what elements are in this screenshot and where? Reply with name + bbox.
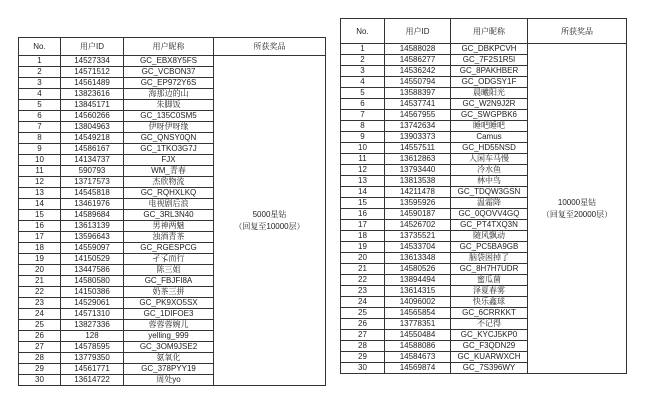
row-no: 11 bbox=[341, 154, 385, 165]
user-id: 128 bbox=[61, 331, 124, 342]
row-no: 24 bbox=[19, 309, 61, 320]
user-id: 13614722 bbox=[61, 375, 124, 386]
user-id: 13804963 bbox=[61, 122, 124, 133]
user-id: 14567955 bbox=[385, 110, 451, 121]
user-id: 13461976 bbox=[61, 199, 124, 210]
nickname: GC_8PAKHBER bbox=[451, 66, 528, 77]
user-id: 14561489 bbox=[61, 78, 124, 89]
user-id: 13845171 bbox=[61, 100, 124, 111]
nickname: GC_7S396WY bbox=[451, 363, 528, 374]
user-id: 14549218 bbox=[61, 133, 124, 144]
nickname: GC_RGESPCG bbox=[124, 243, 214, 254]
user-id: 14571512 bbox=[61, 67, 124, 78]
header-no: No. bbox=[19, 38, 61, 56]
row-no: 21 bbox=[19, 276, 61, 287]
nickname: GC_7F2S1R5I bbox=[451, 55, 528, 66]
header-no: No. bbox=[341, 19, 385, 44]
row-no: 29 bbox=[19, 364, 61, 375]
nickname: GC_PT4TXQ3N bbox=[451, 220, 528, 231]
row-no: 15 bbox=[341, 198, 385, 209]
nickname: GC_PC5BA9GB bbox=[451, 242, 528, 253]
nickname: 冷水鱼 bbox=[451, 165, 528, 176]
row-no: 13 bbox=[19, 188, 61, 199]
row-no: 1 bbox=[341, 44, 385, 55]
nickname: 杰欣物流 bbox=[124, 177, 214, 188]
nickname: GC_135C0SM5 bbox=[124, 111, 214, 122]
user-id: 14536242 bbox=[385, 66, 451, 77]
user-id: 14588086 bbox=[385, 341, 451, 352]
user-id: 13903373 bbox=[385, 132, 451, 143]
nickname: 电视剧后浪 bbox=[124, 199, 214, 210]
user-id: 13614315 bbox=[385, 286, 451, 297]
row-no: 8 bbox=[19, 133, 61, 144]
nickname: 随风飘动 bbox=[451, 231, 528, 242]
nickname: GC_DBKPCVH bbox=[451, 44, 528, 55]
row-no: 14 bbox=[19, 199, 61, 210]
nickname: 氨氧化 bbox=[124, 353, 214, 364]
nickname: 不记得 bbox=[451, 319, 528, 330]
user-id: 14565854 bbox=[385, 308, 451, 319]
nickname: 海那边的山 bbox=[124, 89, 214, 100]
nickname: GC_HD55NSD bbox=[451, 143, 528, 154]
nickname: GC_TDQW3GSN bbox=[451, 187, 528, 198]
user-id: 14550794 bbox=[385, 77, 451, 88]
row-no: 15 bbox=[19, 210, 61, 221]
row-no: 9 bbox=[341, 132, 385, 143]
row-no: 6 bbox=[341, 99, 385, 110]
nickname: yelling_999 bbox=[124, 331, 214, 342]
row-no: 30 bbox=[341, 363, 385, 374]
user-id: 14150386 bbox=[61, 287, 124, 298]
row-no: 11 bbox=[19, 166, 61, 177]
nickname: 奶茶三拼 bbox=[124, 287, 214, 298]
nickname: GC_F3QDN29 bbox=[451, 341, 528, 352]
row-no: 3 bbox=[341, 66, 385, 77]
nickname: 浊酒青茶 bbox=[124, 232, 214, 243]
user-id: 14586167 bbox=[61, 144, 124, 155]
winners-table-10000 bbox=[340, 18, 627, 374]
user-id: 13793440 bbox=[385, 165, 451, 176]
header-nickname: 用户昵称 bbox=[451, 19, 528, 44]
row-no: 16 bbox=[19, 221, 61, 232]
prize-amount: 5000星钻 bbox=[252, 209, 287, 219]
row-no: 18 bbox=[19, 243, 61, 254]
row-no: 7 bbox=[19, 122, 61, 133]
nickname: 泽夏春雾 bbox=[451, 286, 528, 297]
row-no: 22 bbox=[341, 275, 385, 286]
row-no: 3 bbox=[19, 78, 61, 89]
user-id: 13827336 bbox=[61, 320, 124, 331]
nickname: GC_VCBON37 bbox=[124, 67, 214, 78]
user-id: 14550484 bbox=[385, 330, 451, 341]
nickname: WM_青春 bbox=[124, 166, 214, 177]
user-id: 14560266 bbox=[61, 111, 124, 122]
row-no: 27 bbox=[341, 330, 385, 341]
row-no: 7 bbox=[341, 110, 385, 121]
user-id: 14569874 bbox=[385, 363, 451, 374]
user-id: 13596643 bbox=[61, 232, 124, 243]
user-id: 13742634 bbox=[385, 121, 451, 132]
nickname: 陈三姐 bbox=[124, 265, 214, 276]
row-no: 12 bbox=[341, 165, 385, 176]
row-no: 10 bbox=[341, 143, 385, 154]
user-id: 14526702 bbox=[385, 220, 451, 231]
user-id: 14586277 bbox=[385, 55, 451, 66]
user-id: 14134737 bbox=[61, 155, 124, 166]
row-no: 14 bbox=[341, 187, 385, 198]
nickname: GC_RQHXLKQ bbox=[124, 188, 214, 199]
row-no: 16 bbox=[341, 209, 385, 220]
user-id: 13735521 bbox=[385, 231, 451, 242]
user-id: 14590187 bbox=[385, 209, 451, 220]
row-no: 6 bbox=[19, 111, 61, 122]
user-id: 14571310 bbox=[61, 309, 124, 320]
nickname: 蓉蓉蓉婉儿 bbox=[124, 320, 214, 331]
user-id: 13813538 bbox=[385, 176, 451, 187]
row-no: 10 bbox=[19, 155, 61, 166]
user-id: 14557511 bbox=[385, 143, 451, 154]
table-header-row bbox=[19, 38, 326, 56]
user-id: 13894494 bbox=[385, 275, 451, 286]
header-prize: 所获奖品 bbox=[214, 38, 326, 56]
row-no: 4 bbox=[341, 77, 385, 88]
row-no: 20 bbox=[19, 265, 61, 276]
nickname: 男神两魅 bbox=[124, 221, 214, 232]
nickname: 温霜降 bbox=[451, 198, 528, 209]
row-no: 25 bbox=[341, 308, 385, 319]
table-row bbox=[19, 56, 326, 67]
nickname: 快乐鑫球 bbox=[451, 297, 528, 308]
row-no: 8 bbox=[341, 121, 385, 132]
user-id: 13588397 bbox=[385, 88, 451, 99]
user-id: 13612863 bbox=[385, 154, 451, 165]
user-id: 13779350 bbox=[61, 353, 124, 364]
user-id: 13613139 bbox=[61, 221, 124, 232]
row-no: 26 bbox=[341, 319, 385, 330]
nickname: GC_ODGSY1F bbox=[451, 77, 528, 88]
user-id: 13778351 bbox=[385, 319, 451, 330]
nickname: GC_3RL3N40 bbox=[124, 210, 214, 221]
nickname: GC_8H7H7UDR bbox=[451, 264, 528, 275]
user-id: 14559097 bbox=[61, 243, 124, 254]
user-id: 13447586 bbox=[61, 265, 124, 276]
nickname: GC_EBX8Y5FS bbox=[124, 56, 214, 67]
prize-condition: （回复至20000层） bbox=[541, 209, 613, 219]
row-no: 22 bbox=[19, 287, 61, 298]
user-id: 14211478 bbox=[385, 187, 451, 198]
nickname: 睡吧睡吧 bbox=[451, 121, 528, 132]
row-no: 29 bbox=[341, 352, 385, 363]
header-prize: 所获奖品 bbox=[528, 19, 627, 44]
user-id: 14529061 bbox=[61, 298, 124, 309]
row-no: 30 bbox=[19, 375, 61, 386]
nickname: 晨曦阳光 bbox=[451, 88, 528, 99]
user-id: 590793 bbox=[61, 166, 124, 177]
row-no: 1 bbox=[19, 56, 61, 67]
user-id: 13613348 bbox=[385, 253, 451, 264]
nickname: 脑袋困掉了 bbox=[451, 253, 528, 264]
nickname: GC_KYCJ5KP0 bbox=[451, 330, 528, 341]
nickname: 伊呀伊呀缘 bbox=[124, 122, 214, 133]
nickname: Camus bbox=[451, 132, 528, 143]
prize-cell bbox=[528, 44, 627, 374]
row-no: 28 bbox=[19, 353, 61, 364]
nickname: 人闲车马慢 bbox=[451, 154, 528, 165]
nickname: GC_378PYY19 bbox=[124, 364, 214, 375]
nickname: GC_1DIFOE3 bbox=[124, 309, 214, 320]
nickname: GC_6CRRKKT bbox=[451, 308, 528, 319]
winners-table-5000 bbox=[18, 37, 326, 386]
prize-amount: 10000星钻 bbox=[557, 197, 597, 207]
row-no: 5 bbox=[19, 100, 61, 111]
row-no: 25 bbox=[19, 320, 61, 331]
user-id: 14096002 bbox=[385, 297, 451, 308]
nickname: 周处yo bbox=[124, 375, 214, 386]
row-no: 20 bbox=[341, 253, 385, 264]
nickname: FJX bbox=[124, 155, 214, 166]
nickname: 孑孓而行 bbox=[124, 254, 214, 265]
prize-condition: （回复至10000层） bbox=[234, 221, 305, 231]
user-id: 14527334 bbox=[61, 56, 124, 67]
table-header-row bbox=[341, 19, 627, 44]
user-id: 14580526 bbox=[385, 264, 451, 275]
table-row bbox=[341, 44, 627, 55]
nickname: GC_W2N9J2R bbox=[451, 99, 528, 110]
row-no: 13 bbox=[341, 176, 385, 187]
user-id: 14561771 bbox=[61, 364, 124, 375]
user-id: 14578595 bbox=[61, 342, 124, 353]
nickname: GC_1TKO3G7J bbox=[124, 144, 214, 155]
user-id: 14533704 bbox=[385, 242, 451, 253]
user-id: 14584673 bbox=[385, 352, 451, 363]
header-user-id: 用户ID bbox=[385, 19, 451, 44]
prize-cell bbox=[214, 56, 326, 386]
nickname: GC_0QOVV4GQ bbox=[451, 209, 528, 220]
row-no: 18 bbox=[341, 231, 385, 242]
user-id: 13823616 bbox=[61, 89, 124, 100]
user-id: 14589684 bbox=[61, 210, 124, 221]
row-no: 19 bbox=[341, 242, 385, 253]
row-no: 26 bbox=[19, 331, 61, 342]
row-no: 24 bbox=[341, 297, 385, 308]
nickname: GC_EP972Y6S bbox=[124, 78, 214, 89]
nickname: 蜜瓜菌 bbox=[451, 275, 528, 286]
user-id: 14580580 bbox=[61, 276, 124, 287]
row-no: 17 bbox=[341, 220, 385, 231]
user-id: 14150529 bbox=[61, 254, 124, 265]
user-id: 14545818 bbox=[61, 188, 124, 199]
nickname: GC_FBJFI8A bbox=[124, 276, 214, 287]
nickname: GC_SWGPBK6 bbox=[451, 110, 528, 121]
row-no: 4 bbox=[19, 89, 61, 100]
row-no: 9 bbox=[19, 144, 61, 155]
nickname: 林中鸟 bbox=[451, 176, 528, 187]
row-no: 28 bbox=[341, 341, 385, 352]
row-no: 5 bbox=[341, 88, 385, 99]
header-nickname: 用户昵称 bbox=[124, 38, 214, 56]
row-no: 23 bbox=[341, 286, 385, 297]
nickname: 朱脚饭 bbox=[124, 100, 214, 111]
row-no: 23 bbox=[19, 298, 61, 309]
row-no: 12 bbox=[19, 177, 61, 188]
row-no: 17 bbox=[19, 232, 61, 243]
nickname: GC_3OM9JSE2 bbox=[124, 342, 214, 353]
user-id: 13717573 bbox=[61, 177, 124, 188]
user-id: 14588028 bbox=[385, 44, 451, 55]
nickname: GC_KUARWXCH bbox=[451, 352, 528, 363]
row-no: 2 bbox=[341, 55, 385, 66]
nickname: GC_QNSY0QN bbox=[124, 133, 214, 144]
row-no: 2 bbox=[19, 67, 61, 78]
row-no: 27 bbox=[19, 342, 61, 353]
row-no: 21 bbox=[341, 264, 385, 275]
user-id: 14537741 bbox=[385, 99, 451, 110]
nickname: GC_PK9XO5SX bbox=[124, 298, 214, 309]
header-user-id: 用户ID bbox=[61, 38, 124, 56]
user-id: 13595926 bbox=[385, 198, 451, 209]
row-no: 19 bbox=[19, 254, 61, 265]
